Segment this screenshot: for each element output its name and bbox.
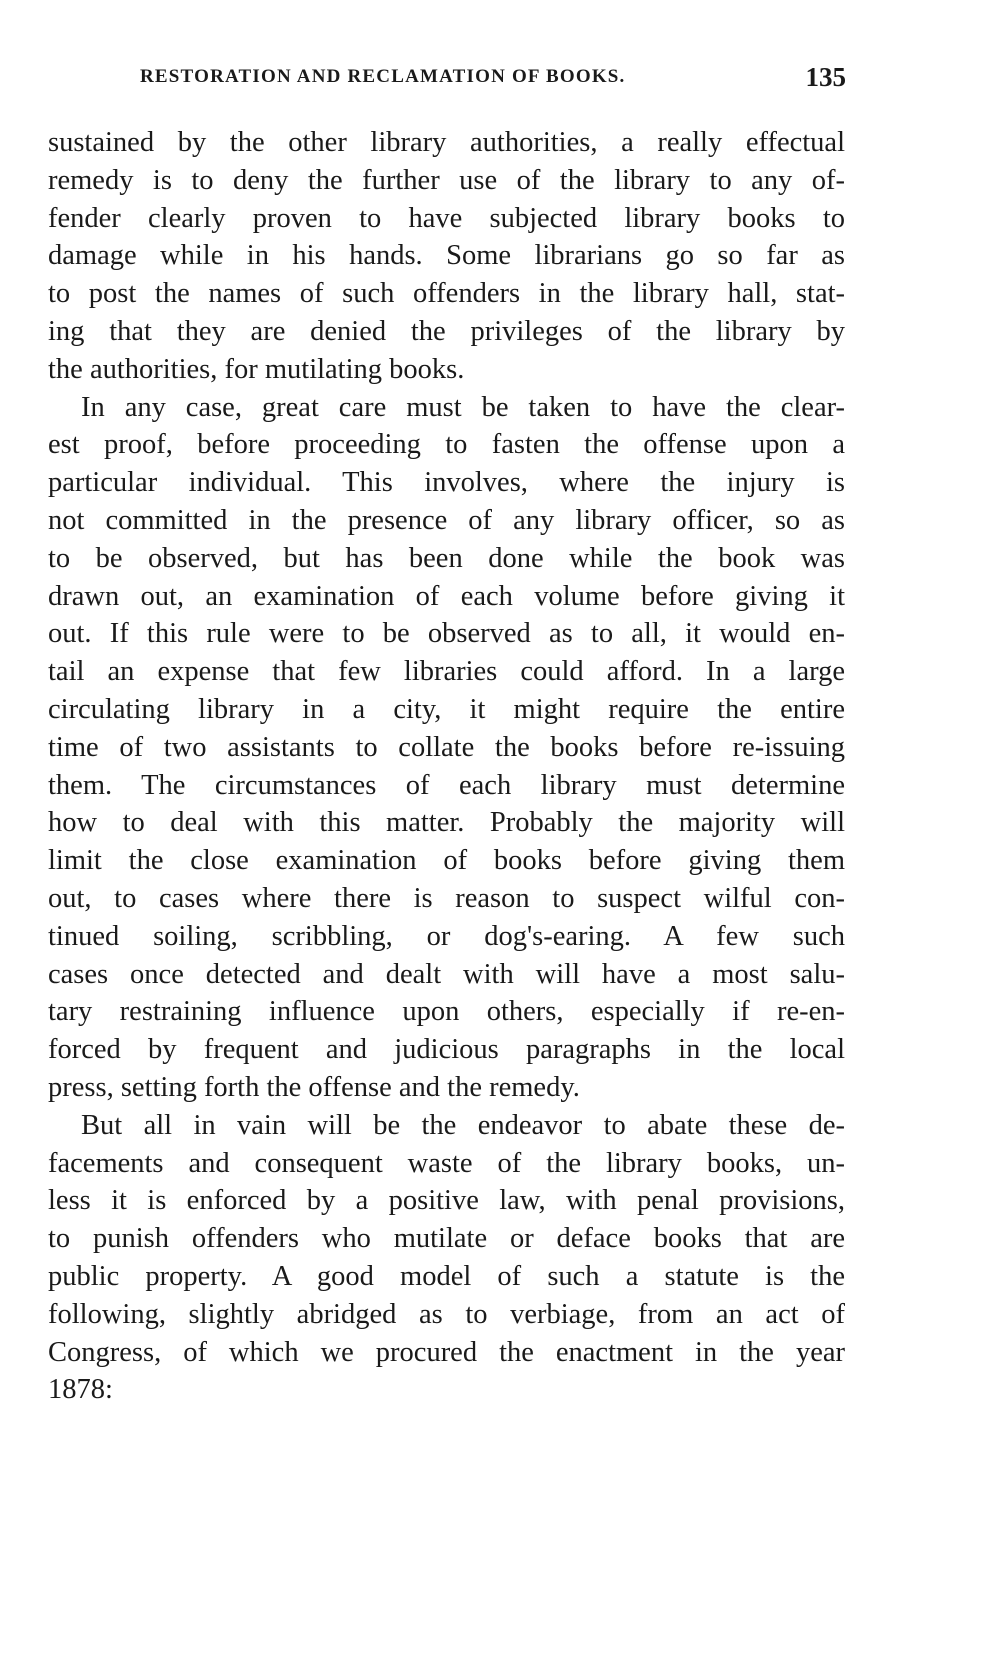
text-line: In any case, great care must be taken to have the clear- (81, 391, 845, 423)
text-line: how to deal with this matter. Probably the majority will (48, 807, 845, 839)
paragraph (48, 389, 845, 1107)
text-line: limit the close examination of books before giving them (48, 845, 845, 877)
page-number: 135 (805, 62, 846, 92)
text-line: them. The circumstances of each library must determine (48, 769, 845, 801)
text-line: drawn out, an examination of each volume before giving it (48, 580, 845, 612)
text-line: But all in vain will be the endeavor to abate these de- (81, 1109, 845, 1141)
text-line: time of two assistants to collate the books before re-issuing (48, 731, 845, 763)
text-line: circulating library in a city, it might require the entire (48, 693, 845, 725)
text-line: fender clearly proven to have subjected library books to (48, 202, 845, 234)
text-line: particular individual. This involves, where the injury is (48, 467, 845, 499)
text-line: press, setting forth the offense and the remedy. (48, 1071, 580, 1103)
text-line: cases once detected and dealt with will have a most salu- (48, 958, 845, 990)
text-line: est proof, before proceeding to fasten the offense upon a (48, 429, 845, 461)
paragraph (48, 1107, 845, 1409)
text-line: out, to cases where there is reason to suspect wilful con- (48, 882, 845, 914)
text-line: facements and consequent waste of the library books, un- (48, 1147, 845, 1179)
body-text (48, 124, 845, 1409)
text-line: damage while in his hands. Some librarians go so far as (48, 240, 845, 272)
text-line: Congress, of which we procured the enactment in the year (48, 1336, 845, 1368)
text-line: to punish offenders who mutilate or deface books that are (48, 1223, 845, 1255)
paragraph (48, 124, 845, 389)
running-title: RESTORATION AND RECLAMATION OF BOOKS. (140, 66, 626, 87)
text-line: not committed in the presence of any library officer, so as (48, 504, 845, 536)
text-line: remedy is to deny the further use of the library to any of- (48, 164, 845, 196)
text-line: less it is enforced by a positive law, with penal provisions, (48, 1185, 845, 1217)
text-line: to post the names of such offenders in the library hall, stat- (48, 278, 845, 310)
text-line: following, slightly abridged as to verbiage, from an act of (48, 1298, 845, 1330)
text-line: public property. A good model of such a statute is the (48, 1260, 845, 1292)
text-line: ing that they are denied the privileges of the library by (48, 315, 845, 347)
text-line: 1878: (48, 1374, 113, 1406)
text-line: forced by frequent and judicious paragraphs in the local (48, 1034, 845, 1066)
text-line: out. If this rule were to be observed as to all, it would en- (48, 618, 845, 650)
text-line: tary restraining influence upon others, especially if re-en- (48, 996, 845, 1028)
text-line: the authorities, for mutilating books. (48, 353, 465, 385)
text-line: to be observed, but has been done while the book was (48, 542, 845, 574)
text-line: sustained by the other library authorities, a really effectual (48, 127, 845, 158)
text-line: tinued soiling, scribbling, or dog's-earing. A few such (48, 920, 845, 952)
page-header (140, 62, 846, 96)
text-line: tail an expense that few libraries could afford. In a large (48, 656, 845, 688)
